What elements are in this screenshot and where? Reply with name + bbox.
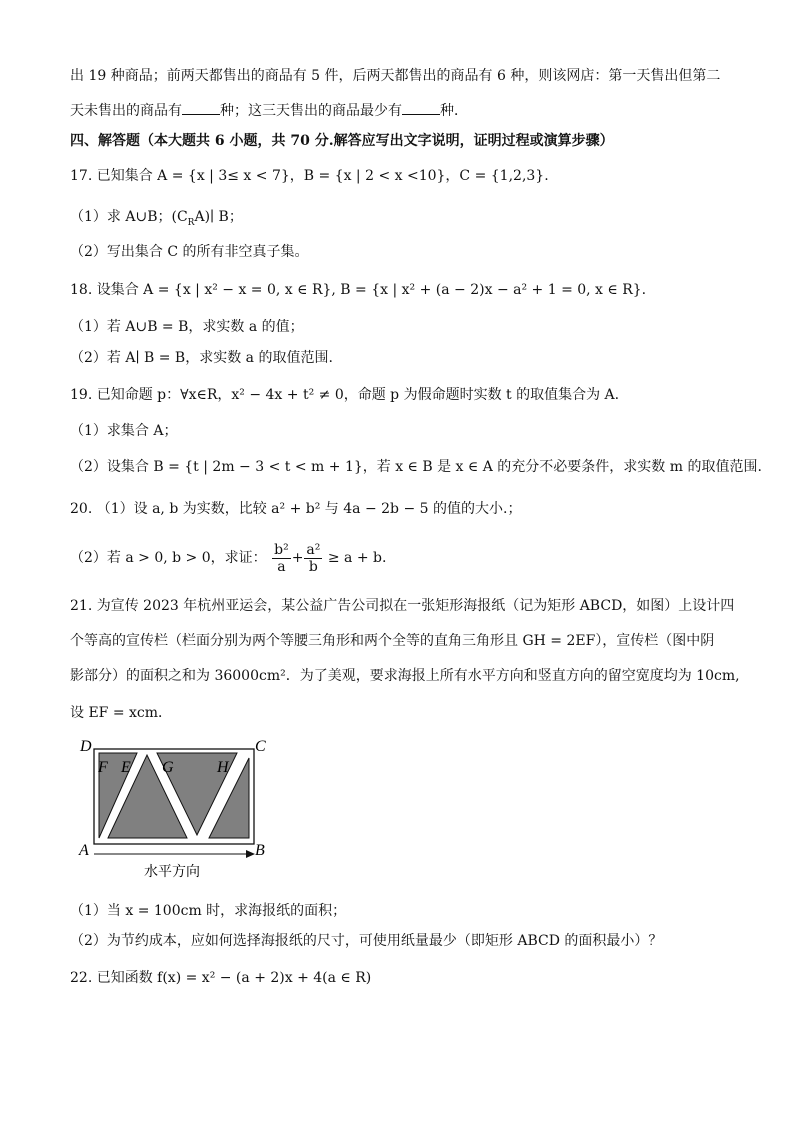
q17-part1-b: A)∣ B； [194,209,243,225]
q19-part1: （1）求集合 A； [70,423,178,439]
frac2-den: b [308,558,318,575]
q21-part2: （2）为节约成本，应如何选择海报纸的尺寸，可使用纸量最少（即矩形 ABCD 的面积最小）？ [70,933,663,949]
q16-line2-a: 天未售出的商品有 [70,103,182,119]
label-f: F [98,759,108,776]
q16-line2-b: 种；这三天售出的商品最少有 [220,103,402,119]
arrow-label: 水平方向 [144,864,200,880]
label-d: D [80,738,92,755]
label-b: B [255,842,265,859]
q18-part2: （2）若 A∣ B = B，求实数 a 的取值范围. [70,350,333,366]
q22-stem: 22. 已知函数 f(x) = x² − (a + 2)x + 4(a ∈ R) [70,970,372,986]
q21-part1: （1）当 x = 100cm 时，求海报纸的面积； [70,903,347,919]
q17-part1-sub: R [187,217,195,228]
poster-figure [78,738,278,886]
q17-part1 [70,207,243,227]
section-title: 四、解答题（本大题共 6 小题，共 70 分.解答应写出文字说明，证明过程或演算步骤） [70,133,614,149]
arrow-head-icon [246,850,255,858]
q18-stem: 18. 设集合 A = {x | x² − x = 0, x ∈ R}, B = {x | x² + (a − 2)x − a² + 1 = 0, x ∈ R}. [70,282,647,298]
q21-line4: 设 EF = xcm． [70,705,173,721]
q17-part2: （2）写出集合 C 的所有非空真子集。 [70,244,309,260]
q20-part2-a: （2）若 a > 0, b > 0，求证： [70,550,267,566]
q16-line2-c: 种． [440,103,468,119]
answer-blank-1 [182,100,220,115]
q21-line3: 影部分）的面积之和为 36000cm²．为了美观，要求海报上所有水平方向和竖直方向的留空宽度均为 10cm, [70,668,740,684]
plus-sign: + [291,550,304,566]
q21-line1: 21. 为宣传 2023 年杭州亚运会，某公益广告公司拟在一张矩形海报纸（记为矩形 ABCD，如图）上设计四 [70,598,735,614]
q19-stem: 19. 已知命题 p：∀x∈R，x² − 4x + t² ≠ 0，命题 p 为假命题时实数 t 的取值集合为 A. [70,387,620,403]
frac1-den: a [277,558,286,575]
q20-part2-b: ≥ a + b. [327,550,387,566]
fraction-b2-over-a [272,542,291,575]
q17-part1-a: （1）求 A∪B；(C [70,209,188,225]
label-h: H [217,759,229,776]
fraction-a2-over-b [304,542,322,575]
frac1-num: b² [274,541,289,558]
label-g: G [162,759,174,776]
q16-line2 [70,100,468,121]
q16-line1: 出 19 种商品；前两天都售出的商品有 5 件，后两天都售出的商品有 6 种，则该网店：第一天售出但第二 [70,68,721,84]
label-c: C [255,738,266,755]
q19-part2: （2）设集合 B = {t | 2m − 3 < t < m + 1}，若 x ∈ B 是 x ∈ A 的充分不必要条件，求实数 m 的取值范围. [70,459,762,475]
label-a: A [79,842,89,859]
frac2-num: a² [306,541,321,558]
q18-part1: （1）若 A∪B = B，求实数 a 的值； [70,319,304,335]
q21-line2: 个等高的宣传栏（栏面分别为两个等腰三角形和两个全等的直角三角形且 GH = 2EF），宣传栏（图中阴 [70,633,715,649]
q17-stem: 17. 已知集合 A = {x | 3≤ x < 7}，B = {x | 2 < x <10}，C = {1,2,3}. [70,168,549,184]
label-e: E [121,759,131,776]
q20-part2 [70,540,386,576]
q20-stem: 20. （1）设 a, b 为实数，比较 a² + b² 与 4a − 2b − 5 的值的大小.； [70,501,522,517]
answer-blank-2 [402,100,440,115]
